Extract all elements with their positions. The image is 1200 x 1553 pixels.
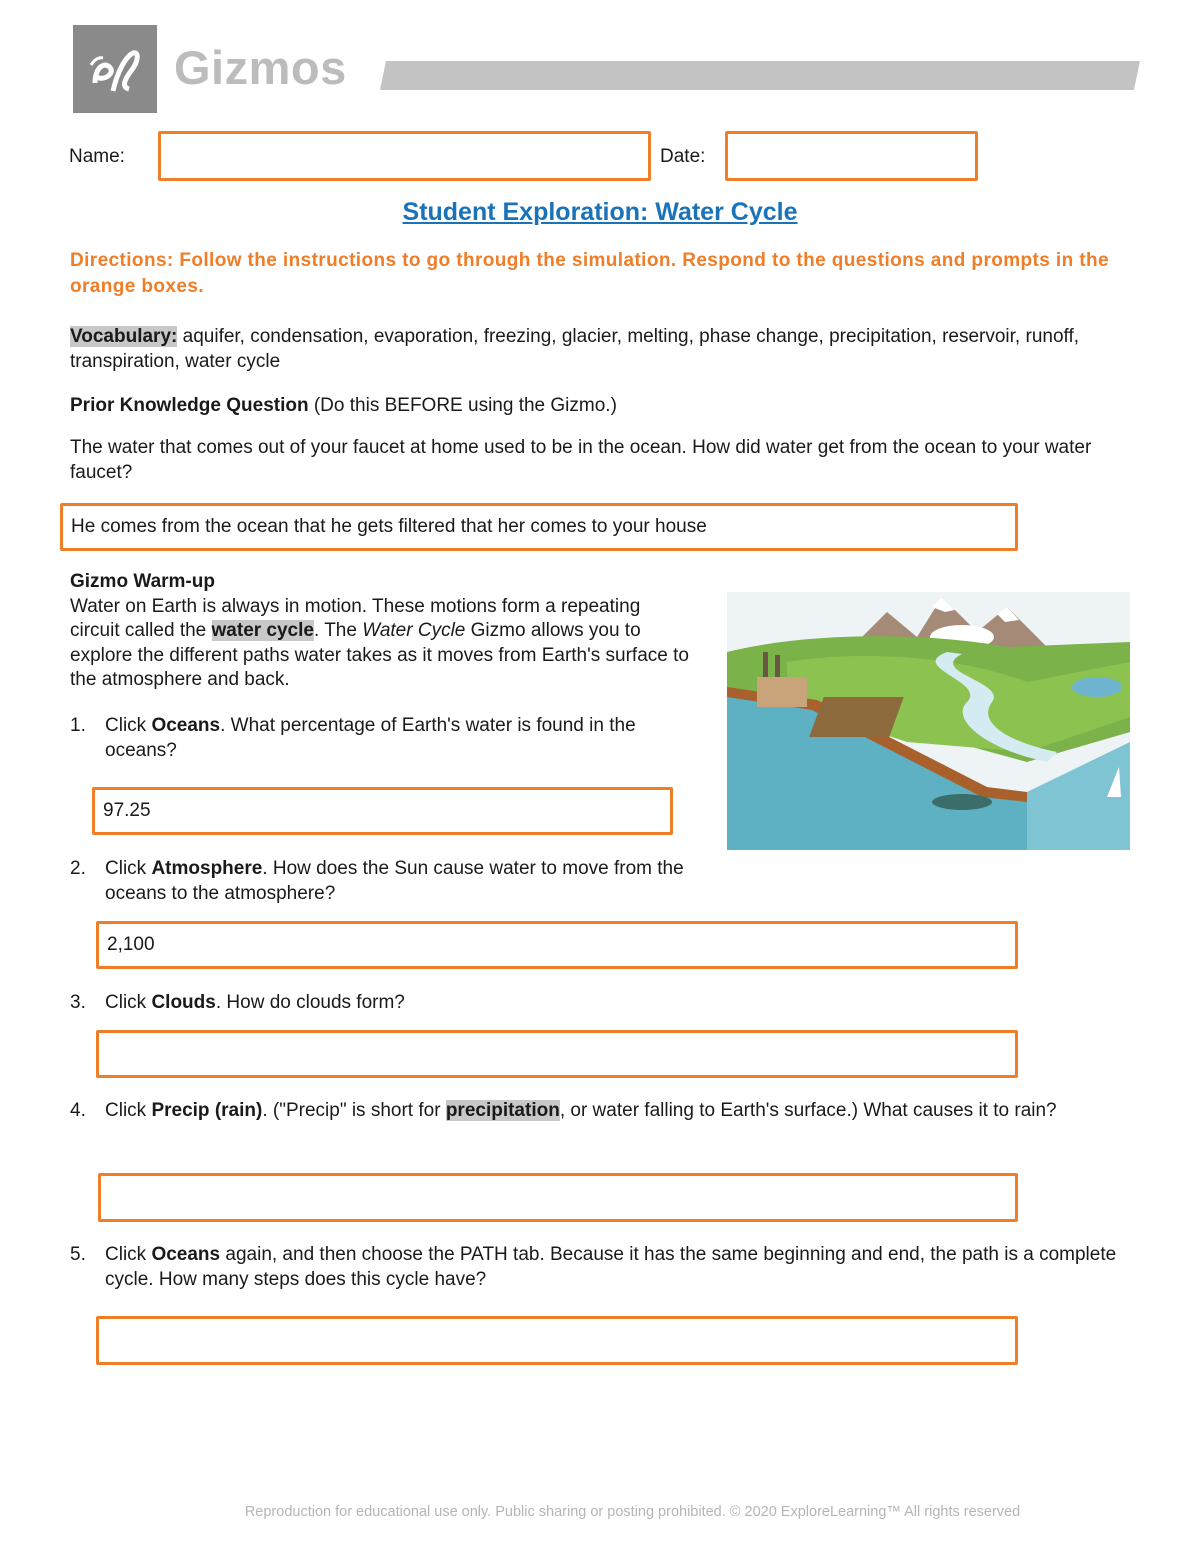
question-number: 5. [70, 1244, 86, 1265]
warmup-term: water cycle [211, 620, 314, 641]
question-number: 1. [70, 715, 86, 736]
question-term: precipitation [445, 1100, 560, 1121]
date-field[interactable] [725, 131, 978, 181]
prior-question: The water that comes out of your faucet at home used to be in the ocean. How did water get from the ocean to your water faucet? [70, 437, 1092, 483]
warmup-text-1: Water on Earth is always in motion. These motions form a repeating circuit called the [70, 595, 641, 641]
question-number: 4. [70, 1100, 86, 1121]
answer-1: 97.25 [103, 800, 151, 821]
question-keyword: Precip (rain) [151, 1100, 263, 1121]
warmup-section [70, 570, 695, 693]
page-title: Student Exploration: Water Cycle [402, 198, 798, 226]
explorelearning-logo-icon [73, 25, 157, 113]
header-stripe [380, 61, 1140, 90]
question-3 [70, 990, 1130, 1015]
question-keyword: Oceans [151, 715, 221, 736]
question-text: Click [105, 1100, 147, 1121]
prior-note: (Do this BEFORE using the Gizmo.) [313, 395, 617, 416]
water-cycle-illustration [727, 592, 1130, 850]
gizmos-logo [73, 25, 157, 113]
question-keyword: Oceans [151, 1244, 221, 1265]
answer-box-3[interactable] [96, 1030, 1018, 1078]
question-text: . ("Precip" is short for [262, 1100, 441, 1121]
vocabulary-paragraph [70, 325, 1130, 374]
answer-box-1[interactable] [92, 787, 673, 835]
question-number: 2. [70, 858, 86, 879]
prior-answer: He comes from the ocean that he gets filtered that her comes to your house [71, 516, 707, 537]
question-text: Click [105, 1244, 147, 1265]
answer-2: 2,100 [107, 934, 155, 955]
question-number: 3. [70, 992, 86, 1013]
answer-box-4[interactable] [98, 1173, 1018, 1222]
date-label: Date: [660, 146, 706, 167]
warmup-heading: Gizmo Warm-up [70, 571, 215, 592]
name-field[interactable] [158, 131, 651, 181]
question-4 [70, 1098, 1130, 1123]
question-5 [70, 1242, 1130, 1292]
prior-knowledge-heading-line [70, 394, 1130, 419]
warmup-gizmo-name: Water Cycle [362, 620, 466, 641]
question-text: Click [105, 858, 147, 879]
question-text: Click [105, 992, 147, 1013]
footer-notice: Reproduction for educational use only. Public sharing or posting prohibited. © 2020 ExploreLearning™ All rights reserved [244, 1504, 1021, 1520]
question-1 [70, 713, 695, 763]
brand-name: Gizmos [174, 41, 347, 94]
prior-answer-box[interactable] [60, 503, 1018, 551]
question-text: . How does the Sun cause water to move from the oceans to the atmosphere? [105, 858, 684, 904]
question-keyword: Atmosphere [151, 858, 263, 879]
answer-box-5[interactable] [96, 1316, 1018, 1365]
question-text: again, and then choose the PATH tab. Because it has the same beginning and end, the path is a complete cycle. How many steps does this cycle have? [105, 1244, 1117, 1290]
question-2 [70, 856, 695, 906]
warmup-text-2: . The [313, 620, 357, 641]
question-keyword: Clouds [151, 992, 216, 1013]
vocabulary-terms: aquifer, condensation, evaporation, freezing, glacier, melting, phase change, precipitation, reservoir, runoff, transpiration, water cycle [70, 326, 1080, 372]
warmup-text-3: Gizmo allows you to explore the different paths water takes as it moves from Earth's surface to the atmosphere and back. [70, 620, 689, 690]
prior-heading: Prior Knowledge Question [70, 395, 309, 416]
question-text: . What percentage of Earth's water is found in the oceans? [105, 715, 636, 761]
question-text: , or water falling to Earth's surface.) What causes it to rain? [559, 1100, 1057, 1121]
question-text: Click [105, 715, 147, 736]
answer-box-2[interactable] [96, 921, 1018, 969]
name-label: Name: [69, 146, 125, 167]
vocabulary-label: Vocabulary: [70, 326, 178, 347]
directions-text: Directions: Follow the instructions to go through the simulation. Respond to the questions and prompts in the orange boxes. [70, 250, 1109, 297]
question-text: . How do clouds form? [215, 992, 405, 1013]
